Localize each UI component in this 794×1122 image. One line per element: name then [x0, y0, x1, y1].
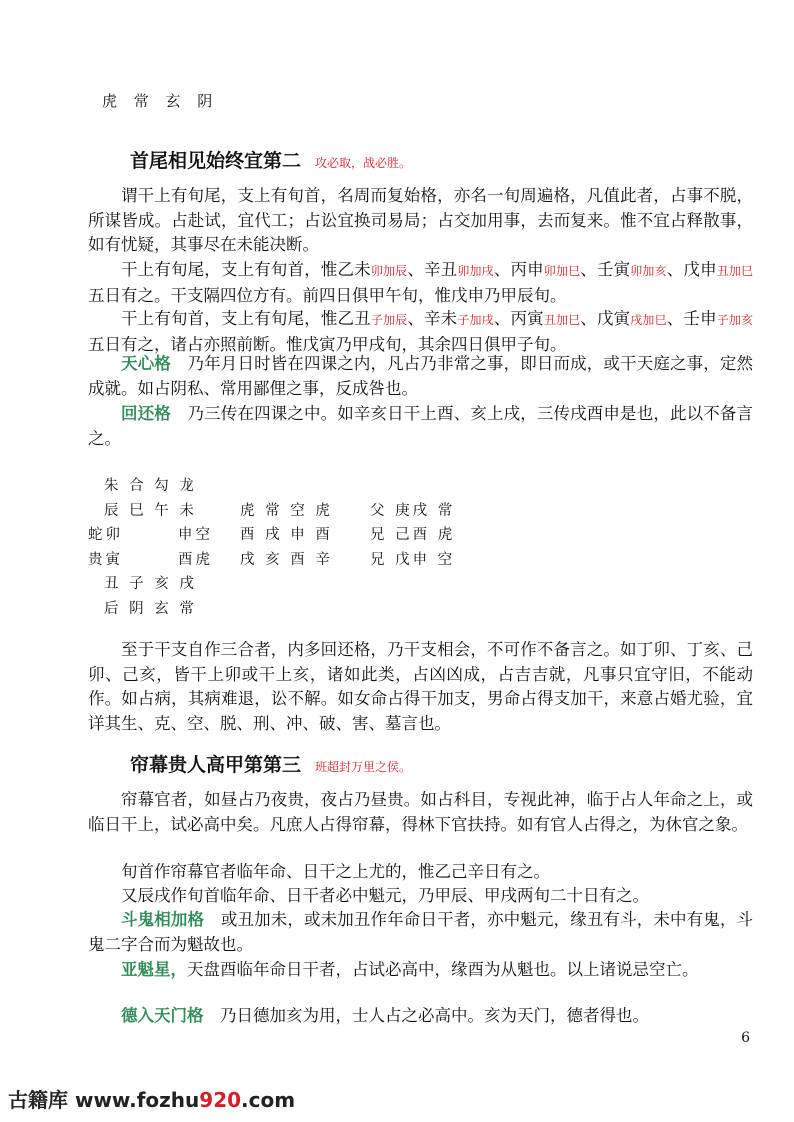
- red-annotation: 戌加巳: [630, 313, 667, 327]
- table-cell: 酉虎: [178, 552, 213, 568]
- term-deru: 德入天门格: [121, 1006, 204, 1025]
- table-cell: 兄 戊申 空: [370, 552, 456, 568]
- footer-url-number: 920: [199, 1088, 242, 1112]
- text-run: 、戊申: [666, 260, 717, 279]
- text-run: 、壬寅: [580, 260, 631, 279]
- red-annotation: 丑加巳: [716, 264, 754, 278]
- term-tianxin: 天心格: [121, 354, 171, 373]
- text-run: 、丙申: [493, 260, 544, 279]
- section3-heading: [130, 750, 411, 777]
- section3-paragraph-6: [88, 1004, 753, 1029]
- red-annotation: 卯加巳: [543, 264, 581, 278]
- section3-title: 帘幕贵人高甲第第三: [130, 754, 302, 776]
- text-run: 干上有旬首，支上有旬尾，惟乙丑: [121, 309, 371, 328]
- section2-paragraph-1: 谓干上有旬尾，支上有旬首，名周而复始格，亦名一旬周遍格，凡值此者，占事不脱，所谋皆成。占赴试，宜代工；占讼宜换司易局；占交加用事，去而复来。惟不宜占释散事，如有忧疑，其事尽在未能决断。: [88, 186, 753, 254]
- red-annotation: 子加辰: [370, 313, 408, 327]
- table-row: 丑 子 亥 戌: [104, 576, 197, 592]
- table-cell: 蛇卯: [88, 527, 123, 543]
- table-cell: 贵寅: [88, 552, 123, 568]
- text-run: 五日有之，诸占亦照前断。惟戊寅乃甲戌旬，其余四日俱甲子旬。: [88, 334, 567, 354]
- text-run: 、辛丑: [407, 260, 458, 279]
- text-run: 天盘酉临年命日干者，占试必高中，缘酉为从魁也。以上诸说忌空亡。: [187, 960, 699, 979]
- table-cell: 申空: [178, 527, 213, 543]
- term-huihuan: 回还格: [121, 404, 171, 423]
- paragraph-sanhe: 至于干支自作三合者，内多回还格，乃干支相会，不可作不备言之。如丁卯、丁亥、己卯、己亥，皆干上卯或干上亥，诸如此类，占凶凶成，占吉吉就，凡事只宜守旧，不能动作。如占病，其病难退，讼不解。如女命占得干加支，男命占得支加干，来意占婚尤验，宜详其生、克、空、脱、刑、冲、破、害、墓言也。: [88, 640, 753, 733]
- term-yakui: 亚魁星，: [121, 960, 187, 979]
- section2-paragraph-5: [88, 402, 753, 451]
- text-run: 干上有旬尾，支上有旬首，惟乙未: [121, 260, 371, 279]
- table-row: 朱 合 勾 龙: [104, 478, 197, 494]
- section2-paragraph-4: [88, 352, 753, 401]
- section3-paragraph-4: [88, 908, 753, 957]
- table-row: 辰 巳 午 未: [104, 503, 197, 519]
- text-run: 、戊寅: [580, 309, 631, 328]
- text-run: 乃年月日时皆在四课之内，凡占乃非常之事，即日而成，或干天庭之事，定然成就。如占阴私、常用鄙俚之事，反成咎也。: [88, 354, 754, 398]
- footer-url-prefix: www.fozhu: [74, 1088, 200, 1112]
- section3-paragraph-2: 旬首作帘幕官者临年命、日干之上尤的，惟乙己辛日有之。: [121, 862, 550, 881]
- text-run: 乃三传在四课之中。如辛亥日干上酉、亥上戌，三传戌酉申是也，此以不备言之。: [88, 404, 754, 448]
- red-annotation: 子加戌: [457, 313, 494, 327]
- red-annotation: 卯加辰: [370, 264, 408, 278]
- footer-brand: 古籍库: [8, 1088, 68, 1112]
- section2-title: 首尾相见始终宜第二: [130, 150, 302, 172]
- section2-paragraph-3: [88, 307, 753, 357]
- text-run: 、壬申: [666, 309, 717, 328]
- section3-paragraph-3: 又辰戌作旬首临年命、日干者必中魁元，乃甲辰、甲戌两旬二十日有之。: [121, 886, 649, 905]
- section3-paragraph-5: [88, 958, 753, 983]
- red-annotation: 卯加亥: [630, 264, 667, 278]
- footer-watermark: [8, 1084, 295, 1113]
- text-run: 、辛未: [407, 309, 458, 328]
- table-cell: 兄 己酉 虎: [370, 527, 456, 543]
- red-annotation: 子加亥: [716, 313, 754, 327]
- text-run: 五日有之。干支隔四位方有。前四日俱甲午旬，惟戊申乃甲辰旬。: [88, 285, 567, 305]
- table-cell: 父 庚戌 常: [370, 503, 456, 519]
- red-annotation: 卯加戌: [457, 264, 494, 278]
- section2-paragraph-2: [88, 258, 753, 308]
- table-row: 后 阴 玄 常: [104, 601, 197, 617]
- section2-note: 攻必取，战必胜。: [315, 156, 412, 170]
- text-run: 、丙寅: [493, 309, 544, 328]
- top-line: 虎 常 玄 阴: [102, 92, 219, 110]
- text-run: 乃日德加亥为用，士人占之必高中。亥为天门，德者得也。: [203, 1006, 649, 1025]
- section3-paragraph-1: 帘幕官者，如昼占乃夜贵，夜占乃昼贵。如占科目，专视此神，临于占人年命之上，或临日干上，试必高中矣。凡庶人占得帘幕，得林下官扶持。如有官人占得之，为休官之象。: [88, 790, 753, 834]
- term-dougui: 斗鬼相加格: [121, 910, 205, 929]
- section2-heading: [130, 146, 411, 173]
- red-annotation: 丑加巳: [543, 313, 581, 327]
- page-number: 6: [741, 1030, 750, 1046]
- text-run: 或丑加未，或未加丑作年命日干者，亦中魁元，缘丑有斗，未中有鬼，斗鬼二字合而为魁故也。: [88, 910, 754, 954]
- table-cell: 酉 戌 申 酉: [240, 527, 333, 543]
- table-cell: 虎 常 空 虎: [240, 503, 333, 519]
- footer-url-suffix: .com: [241, 1088, 296, 1112]
- table-cell: 戌 亥 酉 辛: [240, 552, 333, 568]
- section3-note: 班超封万里之侯。: [315, 760, 412, 774]
